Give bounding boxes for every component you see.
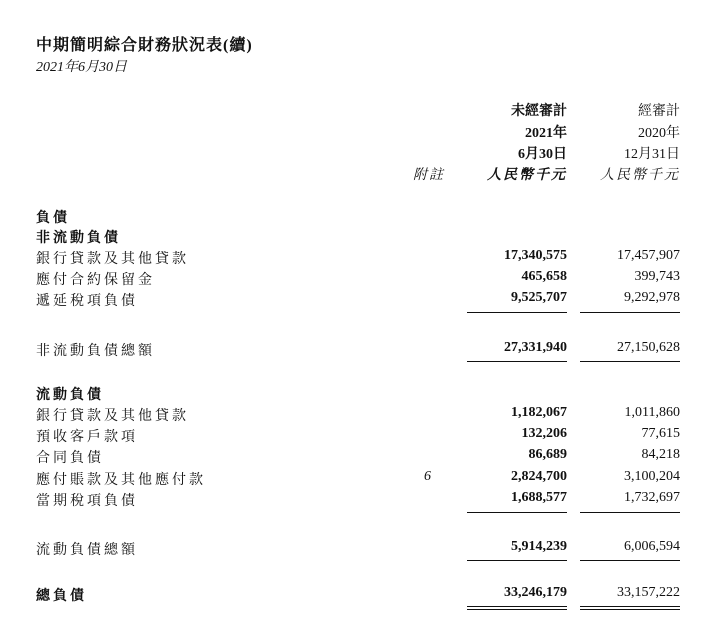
value-2020: 3,100,204 bbox=[624, 469, 680, 484]
table-row bbox=[0, 490, 714, 512]
note-column-header: 附註 bbox=[413, 168, 445, 183]
row-label: 流動負債總額 bbox=[36, 543, 138, 558]
value-2020: 1,011,860 bbox=[624, 405, 680, 420]
value-2020: 1,732,697 bbox=[624, 490, 680, 505]
subtotal-rule bbox=[467, 312, 567, 313]
col2-header-audit: 經審計 bbox=[638, 104, 680, 119]
total-rule bbox=[580, 361, 680, 362]
section-heading-non-current bbox=[0, 227, 714, 249]
statement-title: 中期簡明綜合財務狀況表(續) bbox=[36, 37, 253, 54]
section-label: 流動負債 bbox=[36, 388, 104, 403]
total-rule bbox=[580, 560, 680, 561]
statement-date: 2021年6月30日 bbox=[36, 60, 127, 75]
col1-header-year: 2021年 bbox=[525, 126, 567, 141]
grand-total-double-rule bbox=[467, 606, 567, 610]
grand-total-double-rule bbox=[580, 606, 680, 610]
table-row bbox=[0, 248, 714, 270]
value-2020: 399,743 bbox=[634, 269, 680, 284]
section-label: 負債 bbox=[36, 211, 70, 226]
col2-header-date: 12月31日 bbox=[624, 147, 680, 162]
value-2020: 6,006,594 bbox=[624, 539, 680, 554]
table-row bbox=[0, 447, 714, 469]
section-heading-current bbox=[0, 384, 714, 406]
col2-header-year: 2020年 bbox=[638, 126, 680, 141]
total-rule bbox=[467, 560, 567, 561]
section-label: 非流動負債 bbox=[36, 231, 121, 246]
table-row bbox=[0, 426, 714, 448]
table-row bbox=[0, 269, 714, 291]
row-label: 總負債 bbox=[36, 589, 87, 604]
table-row-total bbox=[0, 340, 714, 362]
value-2020: 17,457,907 bbox=[617, 248, 680, 263]
value-2020: 27,150,628 bbox=[617, 340, 680, 355]
row-label: 預收客戶款項 bbox=[36, 430, 138, 445]
value-2021: 27,331,940 bbox=[504, 340, 567, 355]
value-2021: 1,688,577 bbox=[511, 490, 567, 505]
value-2021: 465,658 bbox=[521, 269, 567, 284]
row-label: 遞延稅項負債 bbox=[36, 294, 138, 309]
value-2020: 33,157,222 bbox=[617, 585, 680, 600]
value-2021: 5,914,239 bbox=[511, 539, 567, 554]
value-2020: 9,292,978 bbox=[624, 290, 680, 305]
row-label: 應付賬款及其他應付款 bbox=[36, 473, 206, 488]
subtotal-rule bbox=[467, 512, 567, 513]
subtotal-rule bbox=[580, 312, 680, 313]
value-2020: 84,218 bbox=[641, 447, 680, 462]
col1-header-audit: 未經審計 bbox=[511, 104, 567, 119]
subtotal-rule bbox=[580, 512, 680, 513]
value-2021: 9,525,707 bbox=[511, 290, 567, 305]
value-2021: 17,340,575 bbox=[504, 248, 567, 263]
table-row bbox=[0, 469, 714, 491]
col1-header-unit: 人民幣千元 bbox=[487, 168, 567, 183]
value-2021: 33,246,179 bbox=[504, 585, 567, 600]
row-label: 當期稅項負債 bbox=[36, 494, 138, 509]
value-2020: 77,615 bbox=[641, 426, 680, 441]
table-row bbox=[0, 290, 714, 312]
row-label: 非流動負債總額 bbox=[36, 344, 155, 359]
value-2021: 132,206 bbox=[521, 426, 567, 441]
total-rule bbox=[467, 361, 567, 362]
value-2021: 2,824,700 bbox=[511, 469, 567, 484]
row-label: 合同負債 bbox=[36, 451, 104, 466]
value-2021: 86,689 bbox=[528, 447, 567, 462]
section-heading-liabilities bbox=[0, 207, 714, 229]
value-2021: 1,182,067 bbox=[511, 405, 567, 420]
note-reference: 6 bbox=[424, 469, 431, 484]
row-label: 銀行貸款及其他貸款 bbox=[36, 409, 189, 424]
row-label: 應付合約保留金 bbox=[36, 273, 155, 288]
table-row-grand-total bbox=[0, 585, 714, 607]
col1-header-date: 6月30日 bbox=[518, 147, 567, 162]
row-label: 銀行貸款及其他貸款 bbox=[36, 252, 189, 267]
col2-header-unit: 人民幣千元 bbox=[600, 168, 680, 183]
table-row-total bbox=[0, 539, 714, 561]
table-row bbox=[0, 405, 714, 427]
